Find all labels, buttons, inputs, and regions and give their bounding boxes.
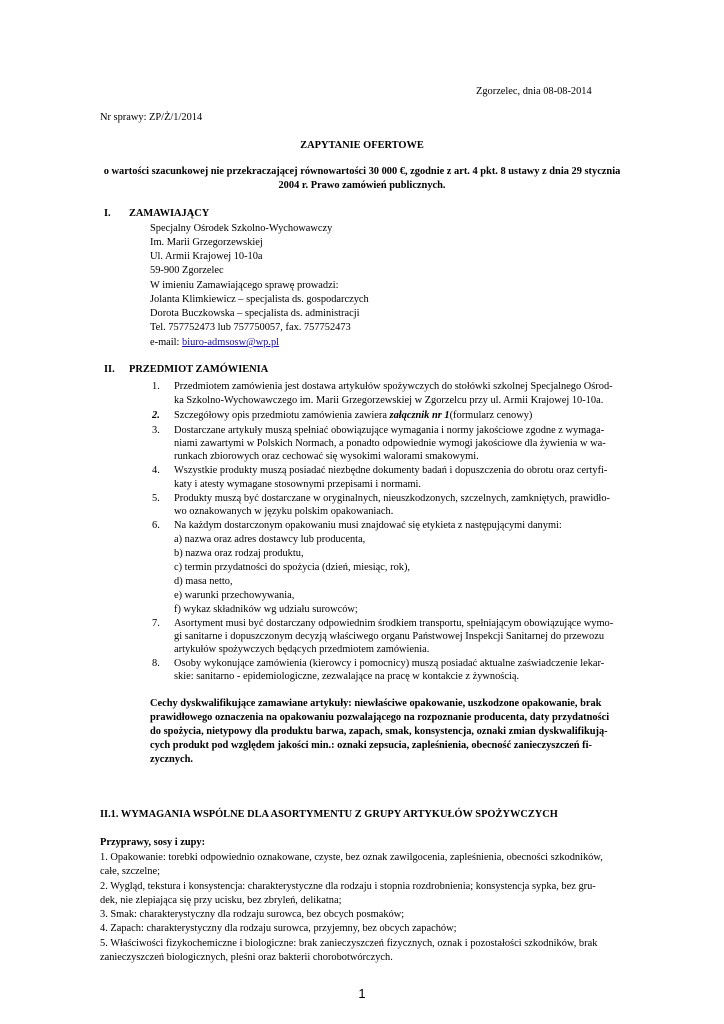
paragraph-line: cych produkt pod względem jakości min.: oznaki zepsucia, zapleśnienia, obecność zanieczyszczeń fi- [150,740,592,751]
date-line: Zgorzelec, dnia 08-08-2014 [476,86,592,97]
requirement-line: 5. Właściwości fizykochemiczne i biologiczne: brak zanieczyszczeń fizycznych, oznak i pozostałości szkodników, brak [100,938,598,949]
label-field: d) masa netto, [174,576,233,587]
attachment-reference: załącznik nr 1 [389,410,450,421]
section-1-number: I. [104,208,111,219]
list-item-line: skie: sanitarno - epidemiologiczne, zezwalające na pracę w kontakcie z żywnością. [174,671,520,682]
list-item-number: 4. [152,465,160,476]
address-line: W imieniu Zamawiającego sprawę prowadzi: [150,280,339,291]
address-line: Specjalny Ośrodek Szkolno-Wychowawczy [150,223,333,234]
list-item-line: niami zawartymi w Polskich Normach, a ponadto odpowiednie wymogi jakościowe dla żywienia w wa- [174,438,606,449]
label-field: f) wykaz składników wg udziału surowców; [174,604,358,615]
address-line: Im. Marii Grzegorzewskiej [150,237,263,248]
list-item-text: Szczegółowy opis przedmiotu zamówienia zawiera [174,410,390,421]
address-line: Tel. 757752473 lub 757750057, fax. 757752473 [150,322,351,333]
subtitle-line-2: 2004 r. Prawo zamówień publicznych. [278,180,446,191]
subtitle-line-1: o wartości szacunkowej nie przekraczającej równowartości 30 000 €, zgodnie z art. 4 pkt. 8 ustawy z dnia 29 stycznia [103,166,621,177]
list-item-line: runkach zbiorowych oraz cechować się wysokimi walorami smakowymi. [174,451,479,462]
list-item-line: katy i atesty wymagane stosownymi przepisami i normami. [174,479,422,490]
list-item-line: Na każdym dostarczonym opakowaniu musi znajdować się etykieta z następującymi danymi: [174,520,562,531]
list-item-number: 7. [152,618,160,629]
list-item-number: 6. [152,520,160,531]
email-link[interactable]: biuro-admsosw@wp.pl [182,337,280,348]
address-line: 59-900 Zgorzelec [150,265,224,276]
label-field: e) warunki przechowywania, [174,590,295,601]
section-1-heading: ZAMAWIAJĄCY [129,208,210,219]
requirement-line: dek, nie zlepiająca się przy ucisku, bez zbryleń, delikatna; [100,895,342,906]
list-item-line: Osoby wykonujące zamówienia (kierowcy i pomocnicy) muszą posiadać aktualne zaświadczenie lekar- [174,658,605,669]
requirement-line: 2. Wygląd, tekstura i konsystencja: charakterystyczne dla rodzaju i stopnia rozdrobnienia; konsystencja sypka, bez gru- [100,881,596,892]
list-item-line: Wszystkie produkty muszą posiadać niezbędne dokumenty badań i dopuszczenia do obrotu oraz certyfi- [174,465,608,476]
requirement-line: 4. Zapach: charakterystyczny dla rodzaju surowca, przyjemny, bez obcych zapachów; [100,923,457,934]
list-item-number: 2. [152,410,160,421]
email-line [150,336,279,349]
address-line: Ul. Armii Krajowej 10-10a [150,251,263,262]
list-item-number: 1. [152,381,160,392]
email-label: e-mail: [150,337,183,348]
list-item-line: Produkty muszą być dostarczane w oryginalnych, nieuszkodzonych, szczelnych, zamkniętych, prawidło- [174,493,610,504]
address-line: Dorota Buczkowska – specjalista ds. administracji [150,308,360,319]
list-item-line: Asortyment musi być dostarczany odpowiednim środkiem transportu, spełniającym obowiązujące wymo- [174,618,614,629]
document-title: ZAPYTANIE OFERTOWE [300,140,424,151]
list-item-number: 3. [152,425,160,436]
subsection-heading: Przyprawy, sosy i zupy: [100,837,206,848]
section-2-1-heading: II.1. WYMAGANIA WSPÓLNE DLA ASORTYMENTU Z GRUPY ARTYKUŁÓW SPOŻYWCZYCH [100,809,558,820]
list-item-line: Dostarczane artykuły muszą spełniać obowiązujące wymagania i normy jakościowe zgodne z wymaga- [174,425,605,436]
list-item-line [174,409,532,422]
case-number: Nr sprawy: ZP/Ż/1/2014 [100,112,203,123]
paragraph-line: zycznych. [150,754,193,765]
label-field: a) nazwa oraz adres dostawcy lub producenta, [174,534,366,545]
page-number: 1 [358,986,366,1001]
requirement-line: 1. Opakowanie: torebki odpowiednio oznakowane, czyste, bez oznak zawilgocenia, zapleśnienia, obecności szkodników, [100,852,603,863]
paragraph-line: Cechy dyskwalifikujące zamawiane artykuły: niewłaściwe opakowanie, uszkodzone opakowanie, brak [150,698,602,709]
list-item-line: gi sanitarne i dopuszczonym decyzją właściwego organu Państwowej Inspekcji Sanitarnej do przewozu [174,631,605,642]
list-item-number: 8. [152,658,160,669]
list-item-line: artykułów spożywczych będących przedmiotem zamówienia. [174,644,430,655]
requirement-line: 3. Smak: charakterystyczny dla rodzaju surowca, bez obcych posmaków; [100,909,405,920]
section-2-number: II. [104,364,115,375]
requirement-line: zanieczyszczeń biologicznych, pleśni oraz bakterii chorobotwórczych. [100,952,393,963]
list-item-line: Przedmiotem zamówienia jest dostawa artykułów spożywczych do stołówki szkolnej Specjalnego Ośrod- [174,381,613,392]
label-field: b) nazwa oraz rodzaj produktu, [174,548,304,559]
list-item-number: 5. [152,493,160,504]
address-line: Jolanta Klimkiewicz – specjalista ds. gospodarczych [150,294,369,305]
list-item-text: (formularz cenowy) [449,410,533,421]
list-item-line: ka Szkolno-Wychowawczego im. Marii Grzegorzewskiej w Zgorzelcu przy ul. Armii Krajowej 10-10a. [174,395,604,406]
label-field: c) termin przydatności do spożycia (dzień, miesiąc, rok), [174,562,411,573]
requirement-line: całe, szczelne; [100,866,160,877]
section-2-heading: PRZEDMIOT ZAMÓWIENIA [129,364,269,375]
list-item-line: wo oznakowanych w języku polskim opakowaniach. [174,506,394,517]
paragraph-line: do spożycia, nietypowy dla produktu barwa, zapach, smak, konsystencja, oznaki zmian dyskwalifikują- [150,726,608,737]
paragraph-line: prawidłowego oznaczenia na opakowaniu pozwalającego na rozpoznanie producenta, daty przydatności [150,712,610,723]
